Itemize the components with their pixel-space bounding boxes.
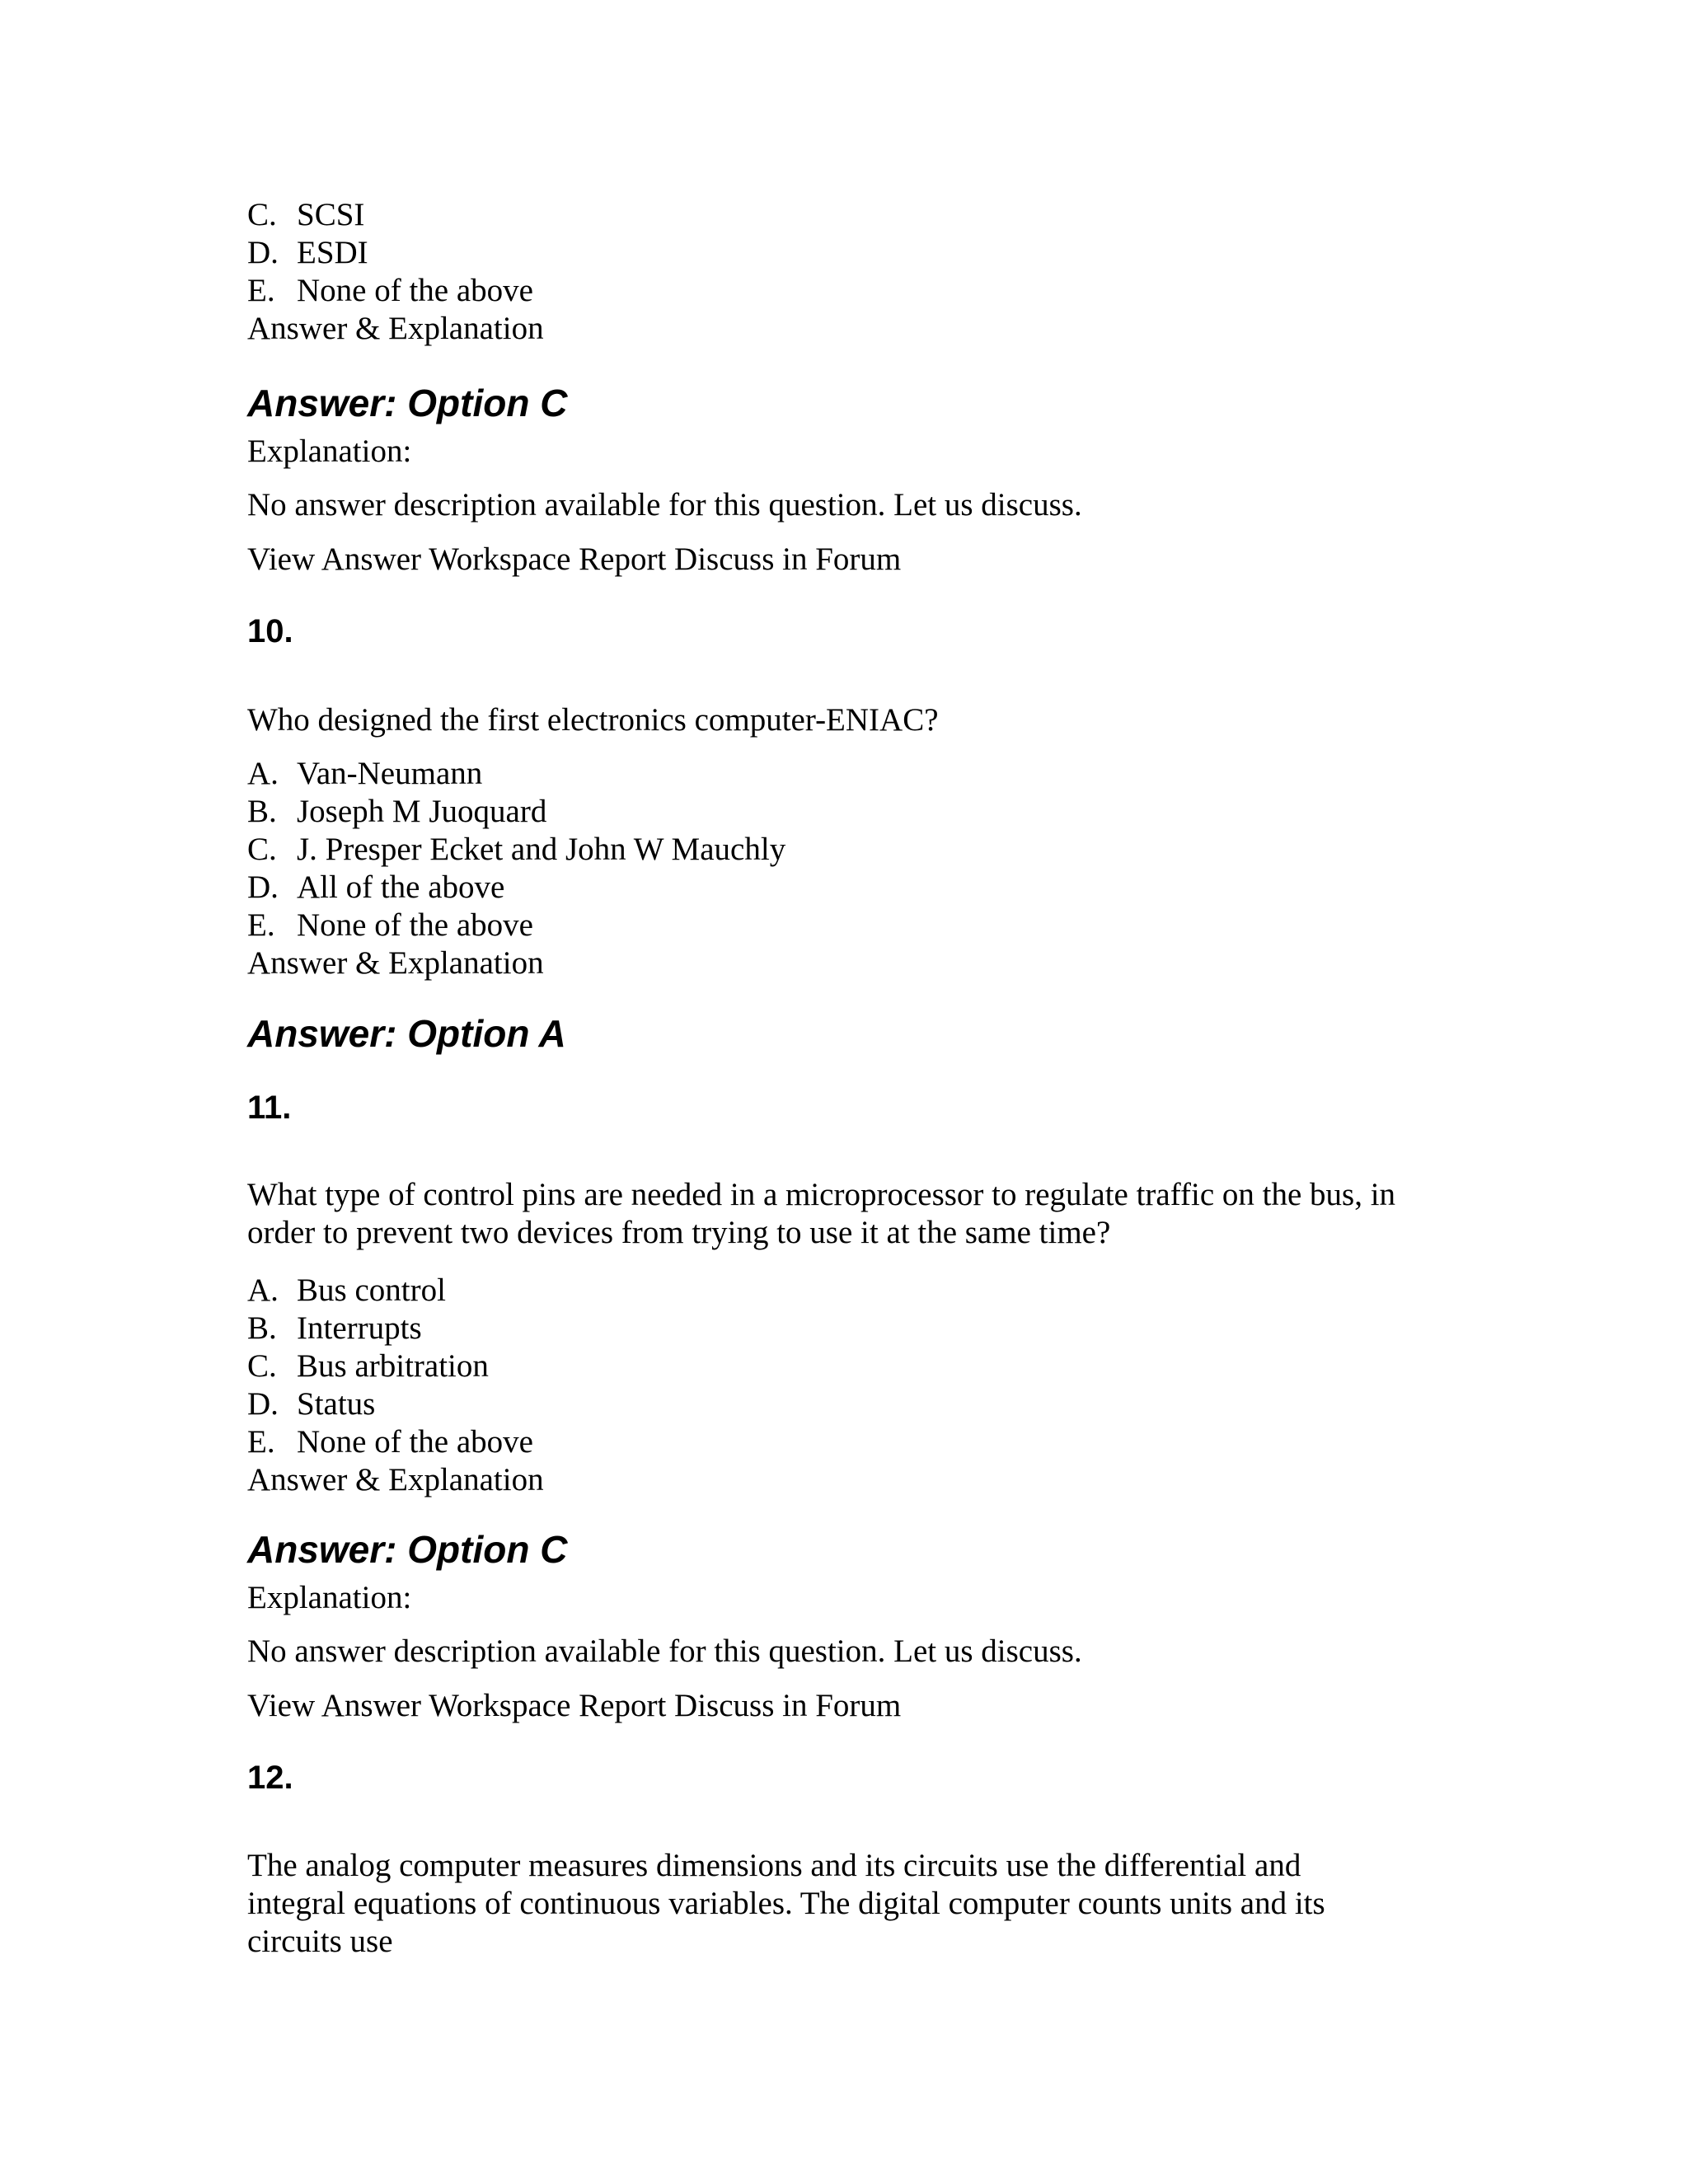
option-text: ESDI: [297, 235, 368, 270]
option-letter: B.: [247, 794, 277, 829]
question-text: [247, 1176, 1451, 1252]
question-number: 11.: [247, 1090, 292, 1126]
option-letter: E.: [247, 1424, 275, 1460]
q11-options: [247, 1272, 1451, 1499]
option-letter: B.: [247, 1310, 277, 1346]
answer-actions: [247, 541, 1451, 579]
workspace-link[interactable]: Workspace: [429, 1688, 571, 1723]
question-line: The analog computer measures dimensions and its circuits use the differential and: [247, 1848, 1301, 1883]
option-text: SCSI: [297, 197, 365, 232]
report-link[interactable]: Report: [579, 541, 667, 577]
option-d[interactable]: [247, 1385, 1451, 1423]
option-letter: C.: [247, 1348, 277, 1384]
option-text: J. Presper Ecket and John W Mauchly: [297, 832, 786, 867]
option-e[interactable]: [247, 272, 1451, 310]
option-letter: D.: [247, 869, 279, 905]
question-line: order to prevent two devices from trying to use it at the same time?: [247, 1215, 1111, 1250]
option-text: Bus control: [297, 1272, 446, 1308]
option-text: Joseph M Juoquard: [297, 794, 547, 829]
option-text: Status: [297, 1386, 376, 1422]
option-c[interactable]: [247, 1347, 1451, 1385]
option-text: Bus arbitration: [297, 1348, 489, 1384]
view-answer-link[interactable]: View Answer: [247, 1688, 422, 1723]
option-text: None of the above: [297, 273, 533, 308]
option-letter: A.: [247, 1272, 279, 1308]
option-b[interactable]: [247, 1310, 1451, 1347]
explanation-text: No answer description available for this question. Let us discuss.: [247, 1633, 1082, 1669]
question-number: 12.: [247, 1760, 293, 1796]
option-d[interactable]: [247, 869, 1451, 907]
explanation-label: Explanation:: [247, 1580, 412, 1615]
answer-heading: Answer: Option A: [247, 1012, 566, 1055]
option-text: Interrupts: [297, 1310, 422, 1346]
answer-heading: Answer: Option C: [247, 382, 568, 424]
option-c[interactable]: [247, 196, 1451, 234]
question-number: 10.: [247, 613, 293, 649]
report-link[interactable]: Report: [579, 1688, 667, 1723]
question-text: Who designed the first electronics computer-ENIAC?: [247, 702, 939, 738]
option-d[interactable]: [247, 234, 1451, 272]
question-line: What type of control pins are needed in a microprocessor to regulate traffic on the bus, in: [247, 1177, 1396, 1212]
option-text: None of the above: [297, 1424, 533, 1460]
option-e[interactable]: [247, 1423, 1451, 1461]
question-text: [247, 1847, 1451, 1961]
question-line: integral equations of continuous variables. The digital computer counts units and its: [247, 1886, 1325, 1921]
option-text: Van-Neumann: [297, 756, 483, 791]
option-text: None of the above: [297, 907, 533, 943]
discuss-in-forum-link[interactable]: Discuss in Forum: [674, 1688, 902, 1723]
view-answer-link[interactable]: View Answer: [247, 541, 422, 577]
answer-explanation-toggle[interactable]: Answer & Explanation: [247, 311, 544, 346]
answer-explanation-toggle[interactable]: Answer & Explanation: [247, 945, 544, 981]
option-letter: E.: [247, 273, 275, 308]
explanation-text: No answer description available for this question. Let us discuss.: [247, 487, 1082, 523]
answer-heading: Answer: Option C: [247, 1528, 568, 1571]
option-a[interactable]: [247, 1272, 1451, 1310]
option-b[interactable]: [247, 793, 1451, 831]
option-letter: C.: [247, 832, 277, 867]
answer-explanation-toggle[interactable]: Answer & Explanation: [247, 1462, 544, 1497]
option-a[interactable]: [247, 755, 1451, 793]
option-letter: C.: [247, 197, 277, 232]
option-text: All of the above: [297, 869, 505, 905]
question-line: circuits use: [247, 1924, 393, 1959]
option-e[interactable]: [247, 907, 1451, 944]
workspace-link[interactable]: Workspace: [429, 541, 571, 577]
option-letter: D.: [247, 1386, 279, 1422]
q9-options: [247, 196, 1451, 348]
option-letter: A.: [247, 756, 279, 791]
explanation-label: Explanation:: [247, 434, 412, 469]
answer-actions: [247, 1687, 1451, 1725]
q10-options: [247, 755, 1451, 982]
option-letter: D.: [247, 235, 279, 270]
option-c[interactable]: [247, 831, 1451, 869]
option-letter: E.: [247, 907, 275, 943]
discuss-in-forum-link[interactable]: Discuss in Forum: [674, 541, 902, 577]
